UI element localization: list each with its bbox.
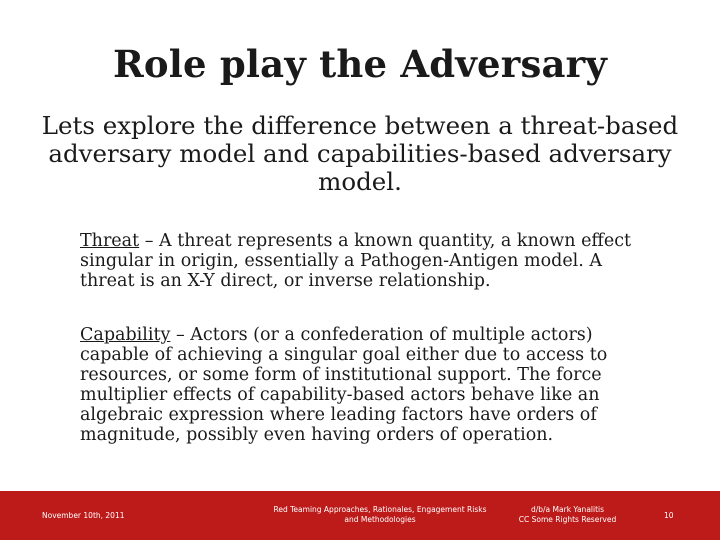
- threat-term: Threat: [80, 231, 140, 251]
- footer-title: [250, 505, 510, 525]
- threat-definition: – A threat represents a known quantity, a known effect singular in origin, essentially a Pathogen-Antigen model. A threat is an X-Y direct, or inverse relationship.: [80, 231, 632, 291]
- footer-author: [500, 505, 635, 525]
- footer-bar: [0, 491, 720, 540]
- footer-author-line1: d/b/a Mark Yanalitis: [530, 505, 605, 514]
- capability-definition: – Actors (or a confederation of multiple actors) capable of achieving a singular goal either due to access to resources, or some form of institutional support. The force multiplier effects of capability-based actors behave like an algebraic expression where leading factors have orders of magnitude, possibly even having orders of operation.: [80, 325, 608, 445]
- slide-subtitle: Lets explore the difference between a threat-based adversary model and capabilities-based adversary model.: [41, 111, 679, 196]
- footer-title-line2: and Methodologies: [344, 515, 416, 524]
- capability-paragraph: [80, 325, 660, 445]
- footer-author-line2: CC Some Rights Reserved: [518, 515, 617, 524]
- page-number: 10: [664, 511, 674, 520]
- footer-title-line1: Red Teaming Approaches, Rationales, Engagement Risks: [273, 505, 487, 514]
- slide-title: Role play the Adversary: [112, 42, 608, 86]
- threat-paragraph: [80, 231, 660, 291]
- capability-term: Capability: [80, 325, 171, 345]
- footer-date: November 10th, 2011: [42, 511, 125, 520]
